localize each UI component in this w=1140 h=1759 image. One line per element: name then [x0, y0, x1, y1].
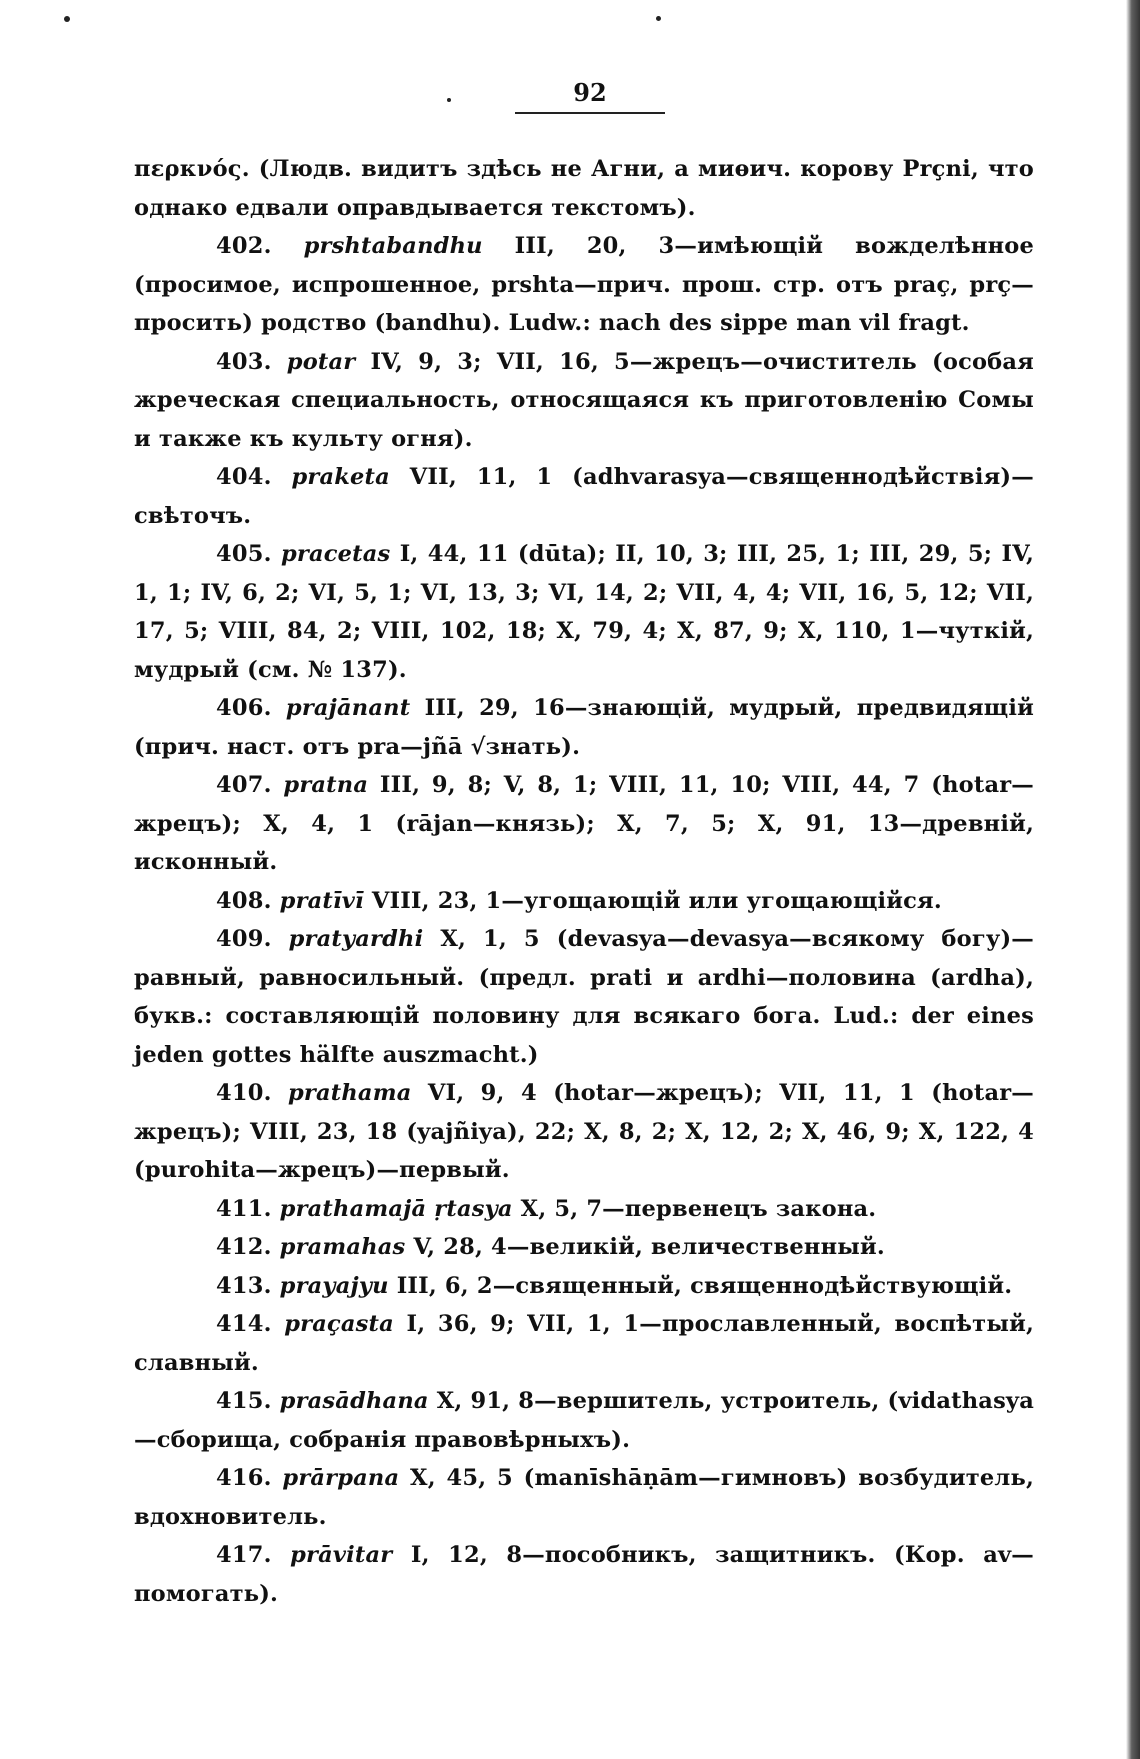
entry-term: prasādhana	[279, 1388, 429, 1414]
entry-number: 414.	[216, 1311, 272, 1337]
ink-speck	[64, 16, 70, 22]
entry-402	[134, 227, 1034, 343]
entry-403	[134, 343, 1034, 459]
entry-text: X, 1, 5 (devasya—devasya—всякому богу)—равный, равносильный. (предл. prati и ardhi—половина (ardha), букв.: составляющій половину для всякаго бога. Lud.: der eines jeden gottes hälfte auszmacht.)	[134, 926, 1034, 1068]
page-number-rule	[515, 112, 665, 114]
entry-number: 408.	[216, 887, 272, 914]
entry-number: 412.	[216, 1234, 272, 1260]
entry-number: 406.	[216, 695, 272, 721]
entry-term: potar	[286, 348, 356, 375]
entry-number: 413.	[216, 1272, 272, 1299]
entry-term: pratyardhi	[288, 926, 424, 952]
entry-term: prayajyu	[279, 1272, 389, 1299]
entry-412	[134, 1228, 1034, 1267]
entry-continuation	[134, 150, 1034, 227]
entry-term: prāvitar	[290, 1542, 393, 1568]
entry-408	[134, 882, 1034, 921]
entry-term: pratīvī	[279, 887, 364, 914]
entry-407	[134, 766, 1034, 882]
entry-number: 407.	[216, 772, 272, 798]
entry-number: 416.	[216, 1465, 272, 1491]
entry-404	[134, 458, 1034, 535]
entry-number: 404.	[216, 464, 272, 490]
entry-415	[134, 1382, 1034, 1459]
entry-text: VI, 9, 4 (hotar—жрецъ); VII, 11, 1 (hotar—жрецъ); VIII, 23, 18 (yajñiya), 22; X, 8, 2; X, 12, 2; X, 46, 9; X, 122, 4 (purohita—жрецъ)—первый.	[134, 1080, 1034, 1183]
entry-414	[134, 1305, 1034, 1382]
entry-number: 415.	[216, 1388, 272, 1414]
entry-number: 417.	[216, 1542, 272, 1568]
ink-speck	[656, 16, 661, 21]
entry-text: X, 91, 8—вершитель, устроитель, (vidathasya—сборища, собранія правовѣрныхъ).	[134, 1388, 1034, 1453]
page-number: 92	[573, 78, 607, 107]
entry-text: VII, 11, 1 (adhvarasya—священнодѣйствія)—свѣточъ.	[134, 464, 1034, 529]
scan-edge-shadow	[1126, 0, 1140, 1759]
entry-text: I, 36, 9; VII, 1, 1—прославленный, воспѣтый, славный.	[134, 1311, 1034, 1376]
entry-text: III, 20, 3—имѣющій вожделѣнное (просимое, испрошенное, prshta—прич. прош. стр. отъ praç, prç—просить) родство (bandhu). Ludw.: nach des sippe man vil fragt.	[134, 233, 1034, 336]
entry-term: pracetas	[280, 541, 391, 567]
entry-text: X, 5, 7—первенецъ закона.	[512, 1195, 877, 1222]
entry-text: I, 44, 11 (dūta); II, 10, 3; III, 25, 1; III, 29, 5; IV, 1, 1; IV, 6, 2; VI, 5, 1; VI, 13, 3; VI, 14, 2; VII, 4, 4; VII, 16, 5, 12; VII, 17, 5; VIII, 84, 2; VIII, 102, 18; X, 79, 4; X, 87, 9; X, 110, 1—чуткій, мудрый (см. № 137).	[134, 541, 1034, 683]
entry-term: pramahas	[279, 1234, 406, 1260]
entry-number: 410.	[216, 1080, 272, 1106]
entry-term: pratna	[283, 772, 369, 798]
entry-text: IV, 9, 3; VII, 16, 5—жрецъ—очиститель (особая жреческая специальность, относящаяся къ приготовленію Сомы и также къ культу огня).	[134, 348, 1034, 452]
entry-text: III, 29, 16—знающій, мудрый, предвидящій (прич. наст. отъ pra—jñā √знать).	[134, 695, 1034, 760]
entry-number: 402.	[216, 233, 272, 259]
entry-term: prathama	[288, 1080, 412, 1106]
entry-term: prathamajā ṛtasya	[279, 1195, 513, 1222]
entry-410	[134, 1074, 1034, 1190]
entry-term: praçasta	[284, 1311, 394, 1337]
entry-411	[134, 1190, 1034, 1229]
entry-text: V, 28, 4—великій, величественный.	[405, 1234, 885, 1260]
dictionary-entries	[134, 150, 1034, 1613]
entry-term: prārpana	[282, 1465, 400, 1491]
entry-406	[134, 689, 1034, 766]
entry-417	[134, 1536, 1034, 1613]
entry-text: I, 12, 8—пособникъ, защитникъ. (Кор. av—помогать).	[134, 1542, 1034, 1607]
entry-text: X, 45, 5 (manīshāṇām—гимновъ) возбудитель, вдохновитель.	[134, 1465, 1034, 1530]
entry-term: praketa	[291, 464, 390, 490]
entry-number: 405.	[216, 541, 272, 567]
entry-413	[134, 1267, 1034, 1306]
entry-term: prajānant	[285, 695, 411, 721]
ink-speck	[447, 98, 451, 102]
entry-409	[134, 920, 1034, 1074]
entry-number: 411.	[216, 1195, 272, 1222]
entry-text: III, 9, 8; V, 8, 1; VIII, 11, 10; VIII, 44, 7 (hotar—жрецъ); X, 4, 1 (rājan—князь); X, 7, 5; X, 91, 13—древній, исконный.	[134, 772, 1034, 875]
entry-text: III, 6, 2—священный, священнодѣйствующій.	[388, 1272, 1013, 1299]
entry-number: 403.	[216, 348, 272, 375]
entry-term: prshtabandhu	[303, 233, 483, 259]
entry-405	[134, 535, 1034, 689]
entry-number: 409.	[216, 926, 272, 952]
entry-416	[134, 1459, 1034, 1536]
entry-text: περκνός. (Людв. видитъ здѣсь не Агни, а миѳич. корову Prçni, что однако едвали оправдывается текстомъ).	[134, 156, 1034, 221]
entry-text: VIII, 23, 1—угощающій или угощающійся.	[363, 887, 942, 914]
